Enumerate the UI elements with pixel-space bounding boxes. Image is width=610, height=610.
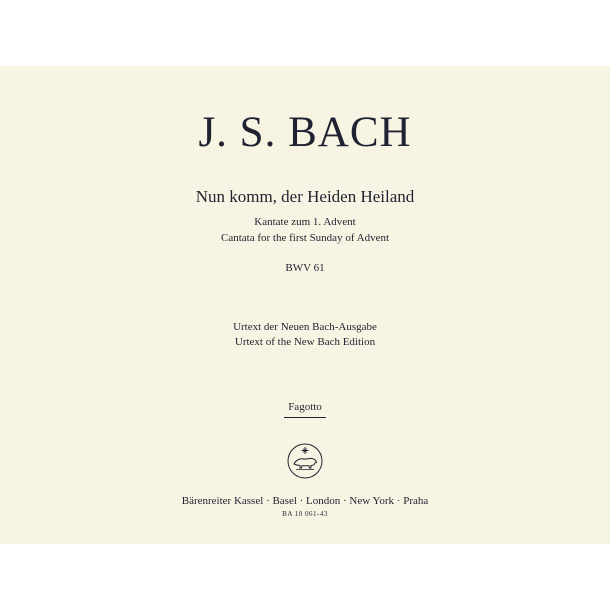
edition-number: BA 10 061-43: [282, 510, 328, 518]
baerenreiter-bear-seal-icon: [286, 442, 324, 480]
composer-name: J. S. BACH: [198, 109, 412, 156]
instrument-block: [0, 397, 610, 418]
work-title: Nun komm, der Heiden Heiland: [195, 187, 415, 206]
subtitle-german: Kantate zum 1. Advent: [254, 216, 356, 228]
urtext-german: Urtext der Neuen Bach-Ausgabe: [233, 321, 377, 333]
score-cover: [0, 66, 610, 544]
urtext-english: Urtext of the New Bach Edition: [234, 336, 376, 348]
instrument-part: Fagotto: [284, 400, 326, 418]
catalogue-number: BWV 61: [285, 262, 325, 274]
publisher-line: Bärenreiter Kassel · Basel · London · New York · Praha: [181, 495, 429, 507]
subtitle-english: Cantata for the first Sunday of Advent: [220, 232, 390, 244]
